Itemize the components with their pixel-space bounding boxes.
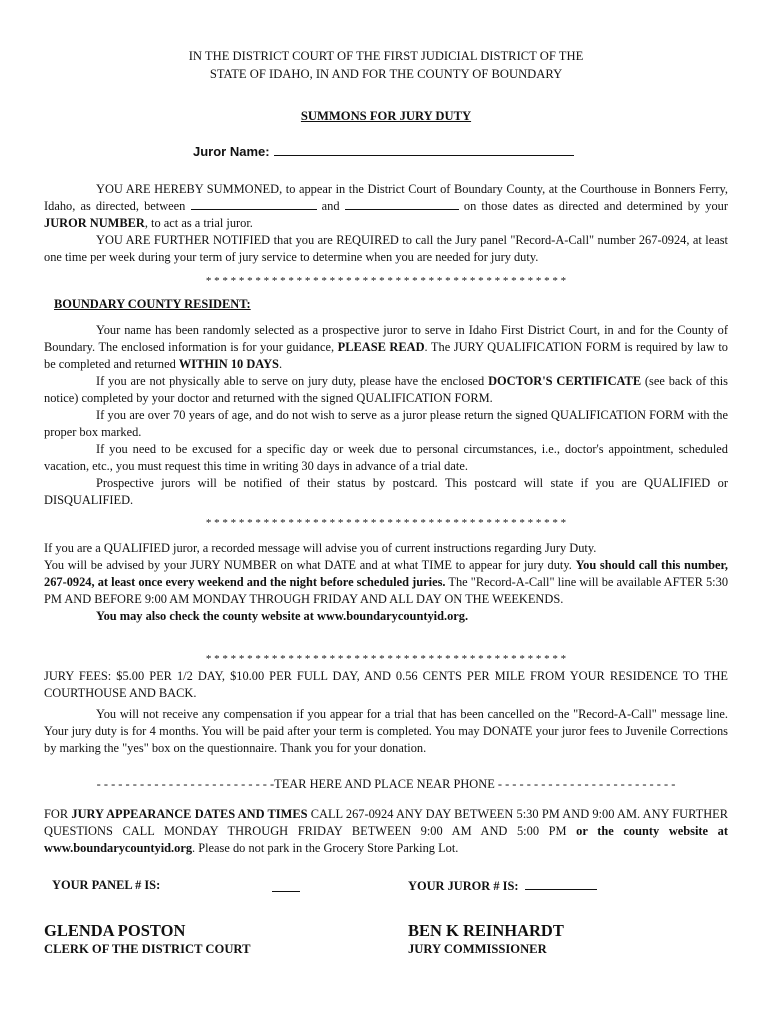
resident-heading: BOUNDARY COUNTY RESIDENT: <box>54 297 251 311</box>
website-note: You may also check the county website at www.boundarycountyid.org. <box>96 609 469 623</box>
separator-3: * * * * * * * * * * * * * * * * * * * * * * * * * * * * * * * * * * * * * * * * * * * * <box>205 653 567 665</box>
juror-number-field <box>408 877 738 895</box>
fees-section <box>44 668 728 757</box>
panel-number-label: YOUR PANEL # IS: <box>52 878 161 892</box>
clerk-title: CLERK OF THE DISTRICT COURT <box>44 942 251 956</box>
qualified-section <box>44 540 728 625</box>
panel-number-blank <box>272 877 300 892</box>
court-line-2: STATE OF IDAHO, IN AND FOR THE COUNTY OF BOUNDARY <box>209 67 563 81</box>
stub-paragraph: FOR JURY APPEARANCE DATES AND TIMES CALL 267-0924 ANY DAY BETWEEN 5:30 PM AND 9:00 AM. ANY FURTHER QUESTIONS CALL MONDAY THROUGH FRIDAY BETWEEN 9:00 AM AND 5:00 PM or the county website at www.boundarycountyid.org. Please do not park in the Grocery Store Parking Lot. <box>44 807 728 855</box>
separator-1: * * * * * * * * * * * * * * * * * * * * * * * * * * * * * * * * * * * * * * * * * * * * <box>205 275 567 287</box>
stub-section <box>44 806 728 857</box>
resident-paragraph-4: If you need to be excused for a specific day or week due to personal circumstances, i.e., doctor's appointment, scheduled vacation, etc., you must request this time in writing 30 days in advance of a trial date. <box>44 442 728 473</box>
start-date-blank <box>191 198 317 210</box>
separator-2: * * * * * * * * * * * * * * * * * * * * * * * * * * * * * * * * * * * * * * * * * * * * <box>205 517 567 529</box>
end-date-blank <box>345 198 459 210</box>
commissioner-title: JURY COMMISSIONER <box>408 942 547 956</box>
resident-paragraph-1: Your name has been randomly selected as a prospective juror to serve in Idaho First District Court, in and for the County of Boundary. The enclosed information is for your guidance, PLEASE READ. The JURY QUALIFICATION FORM is required by law to be completed and returned WITHIN 10 DAYS. <box>44 323 728 371</box>
resident-paragraph-5: Prospective jurors will be notified of their status by postcard. This postcard will state if you are QUALIFIED or DISQUALIFIED. <box>44 476 728 507</box>
summons-paragraph-1: YOU ARE HEREBY SUMMONED, to appear in the District Court of Boundary County, at the Courthouse in Bonners Ferry, Idaho, as directed, between and on those dates as directed and determined by your JUROR NUMBER, to act as a trial juror. <box>44 182 729 230</box>
juror-name-label: Juror Name: <box>193 144 270 159</box>
summons-paragraph-2: YOU ARE FURTHER NOTIFIED that you are REQUIRED to call the Jury panel "Record-A-Call" number 267-0924, at least one time per week during your term of jury service to determine when you are needed for jury duty. <box>44 233 728 264</box>
tear-line: - - - - - - - - - - - - - - - - - - - - - - - - -TEAR HERE AND PLACE NEAR PHONE - - - - - - - - - - - - - - - - - - - - - - - - - <box>96 777 676 791</box>
resident-paragraph-3: If you are over 70 years of age, and do not wish to serve as a juror please return the signed QUALIFICATION FORM with the proper box marked. <box>44 408 728 439</box>
commissioner-name: BEN K REINHARDT <box>408 921 564 940</box>
juror-name-field <box>193 143 593 160</box>
document-title: SUMMONS FOR JURY DUTY <box>300 109 472 123</box>
juror-number-blank <box>525 877 597 890</box>
court-header <box>44 47 728 83</box>
fees-paragraph-2: You will not receive any compensation if you appear for a trial that has been cancelled on the "Record-A-Call" message line. Your jury duty is for 4 months. You will be paid after your term is completed. You may DONATE your juror fees to Juvenile Corrections by marking the "yes" box on the questionnaire. Thank you for your donation. <box>44 707 728 755</box>
resident-section <box>44 322 728 509</box>
qualified-paragraph-1: If you are a QUALIFIED juror, a recorded message will advise you of current instructions regarding Jury Duty. <box>44 541 597 555</box>
fees-paragraph-1: JURY FEES: $5.00 PER 1/2 DAY, $10.00 PER FULL DAY, AND 0.56 CENTS PER MILE FROM YOUR RESIDENCE TO THE COURTHOUSE AND BACK. <box>44 669 728 700</box>
clerk-name: GLENDA POSTON <box>44 921 186 940</box>
juror-number-label: YOUR JUROR # IS: <box>408 879 519 893</box>
resident-paragraph-2: If you are not physically able to serve on jury duty, please have the enclosed DOCTOR'S CERTIFICATE (see back of this notice) completed by your doctor and returned with the signed QUALIFICATION FORM. <box>44 374 728 405</box>
juror-name-blank <box>274 143 574 156</box>
court-line-1: IN THE DISTRICT COURT OF THE FIRST JUDICIAL DISTRICT OF THE <box>188 49 584 63</box>
qualified-paragraph-2: You will be advised by your JURY NUMBER on what DATE and at what TIME to appear for jury duty. You should call this number, 267-0924, at least once every weekend and the night before scheduled juries. The "Record-A-Call" line will be available AFTER 5:30 PM AND BEFORE 9:00 AM MONDAY THROUGH FRIDAY AND ALL DAY ON THE WEEKENDS. <box>44 558 729 606</box>
summons-section <box>44 181 728 266</box>
